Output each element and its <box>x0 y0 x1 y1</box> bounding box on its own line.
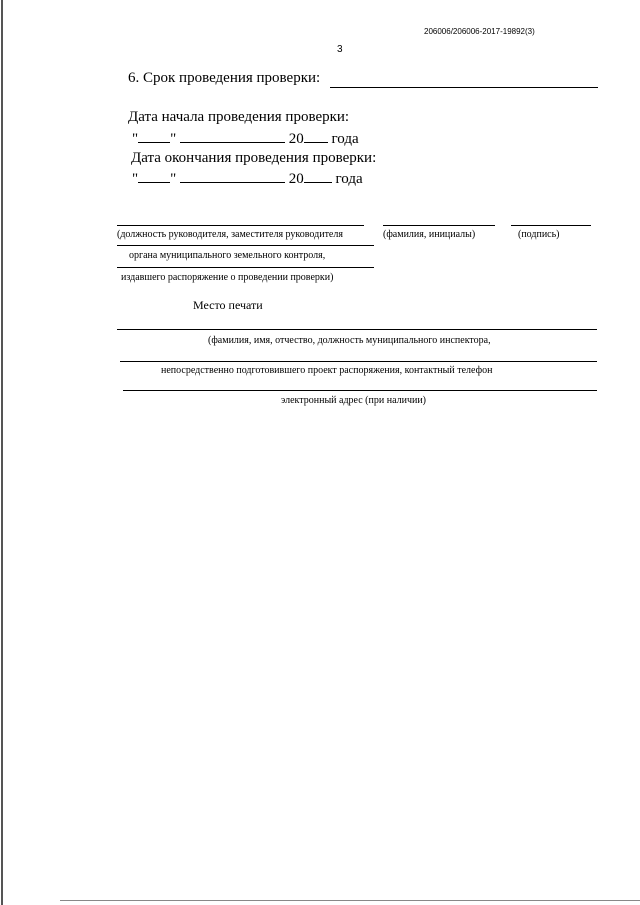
end-year-prefix: 20 <box>288 171 304 187</box>
position-caption-2: органа муниципального земельного контроля, <box>129 250 326 261</box>
inspector-line-1 <box>117 329 597 330</box>
inspector-line-3 <box>123 390 597 391</box>
end-year-blank <box>304 170 332 183</box>
start-day-blank <box>138 130 170 143</box>
start-date-label: Дата начала проведения проверки: <box>128 109 350 125</box>
name-line <box>383 225 495 226</box>
end-date-label: Дата окончания проведения проверки: <box>131 150 377 166</box>
inspector-caption-2: непосредственно подготовившего проект распоряжения, контактный телефон <box>161 365 493 376</box>
position-caption-3: издавшего распоряжение о проведении проверки) <box>121 272 334 283</box>
scan-edge <box>1 0 3 905</box>
end-year-suffix: года <box>335 171 363 187</box>
signature-line <box>511 225 591 226</box>
end-month-blank <box>180 170 285 183</box>
position-line-2 <box>117 245 374 246</box>
end-quote-open: " <box>132 171 139 187</box>
start-year-suffix: года <box>331 131 359 147</box>
end-date-row <box>132 170 363 188</box>
end-day-blank <box>138 170 170 183</box>
name-caption: (фамилия, инициалы) <box>383 229 476 240</box>
scan-bottom-edge <box>60 900 640 901</box>
stamp-place: Место печати <box>193 298 263 312</box>
start-year-prefix: 20 <box>288 131 304 147</box>
start-month-blank <box>180 130 285 143</box>
position-line <box>117 225 364 226</box>
start-year-blank <box>304 130 328 143</box>
start-quote-close: " <box>170 131 177 147</box>
start-date-row <box>132 130 359 148</box>
term-blank-line <box>330 87 598 88</box>
inspector-caption-1: (фамилия, имя, отчество, должность муниципального инспектора, <box>208 335 491 346</box>
inspector-caption-3: электронный адрес (при наличии) <box>281 395 426 406</box>
section-title: 6. Срок проведения проверки: <box>128 70 321 86</box>
signature-caption: (подпись) <box>518 229 560 240</box>
doc-code: 206006/206006-2017-19892(3) <box>424 27 535 36</box>
position-caption-1: (должность руководителя, заместителя руководителя <box>117 229 343 240</box>
position-line-3 <box>117 267 374 268</box>
start-quote-open: " <box>132 131 139 147</box>
page-number: 3 <box>337 44 343 55</box>
end-quote-close: " <box>170 171 177 187</box>
inspector-line-2 <box>120 361 597 362</box>
